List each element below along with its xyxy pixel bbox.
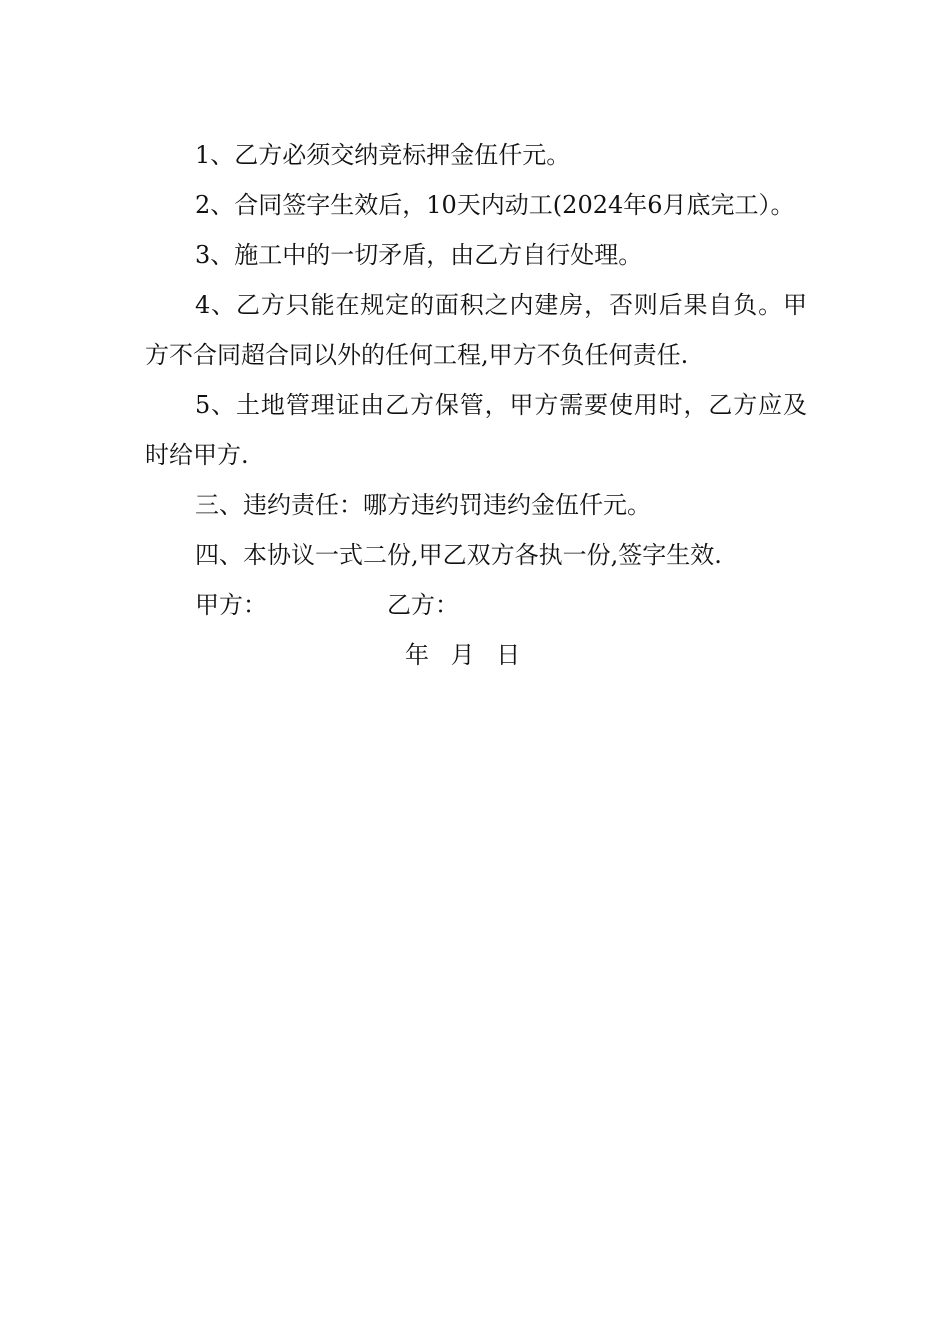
clause-2: 2、合同签字生效后，10天内动工(2024年6月底完工）。 [195,191,795,219]
date-row [145,630,807,680]
section-breach-liability: 三、违约责任：哪方违约罚违约金伍仟元。 [195,491,651,519]
contract-body [145,130,807,680]
clause-3: 3、施工中的一切矛盾，由乙方自行处理。 [195,241,643,269]
section-copies: 四、本协议一式二份,甲乙双方各执一份,签字生效. [195,541,722,569]
clause-4: 4、乙方只能在规定的面积之内建房，否则后果自负。甲方不合同超合同以外的任何工程,甲方不负任何责任. [145,291,807,369]
signature-row [145,580,807,630]
clause-5: 5、土地管理证由乙方保管，甲方需要使用时，乙方应及时给甲方. [145,391,807,469]
party-b-signature-label: 乙方： [387,591,459,619]
party-a-signature-label: 甲方： [195,591,267,619]
signing-date: 年 月 日 [405,641,522,669]
clause-1: 1、乙方必须交纳竞标押金伍仟元。 [195,141,571,169]
